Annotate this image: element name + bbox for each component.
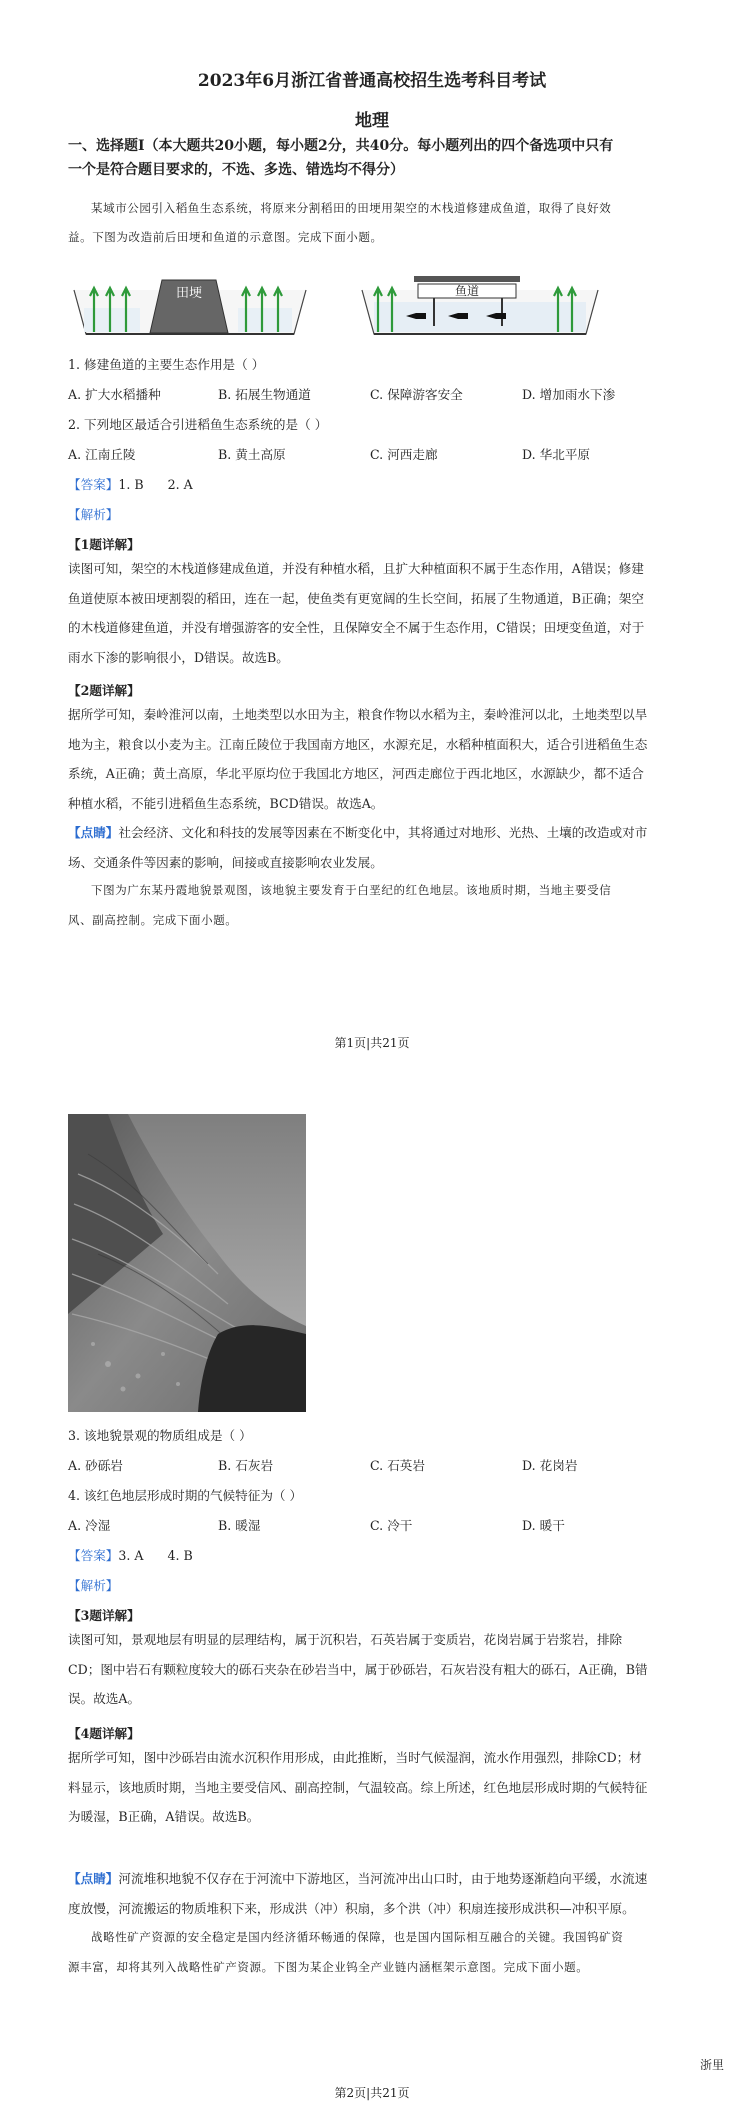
q3-option-d: D. 花岗岩: [522, 1458, 578, 1473]
q4-option-c: C. 冷干: [370, 1518, 413, 1533]
q4-option-d: D. 暖干: [522, 1518, 565, 1533]
q2-option-a: A. 江南丘陵: [68, 447, 136, 462]
ridge-channel-figure: [66, 266, 606, 346]
q1-option-c: C. 保障游客安全: [370, 387, 463, 402]
detail-3-head: 【3题详解】: [68, 1608, 140, 1623]
detail-2-body: 据所学可知，秦岭淮河以南，土地类型以水田为主，粮食作物以水稻为主，秦岭淮河以北，土地类型以旱 地为主，粮食以小麦为主。江南丘陵位于我国南方地区，水源充足，水稻种植面积大，适合引进稻鱼生态 系统，A正确；黄土高原，华北平原均位于我国北方地区，河西走廊位于西北地区，水源缺少，都不适合 种植水稻，不能引进稻鱼生态系统，BCD错误。故选A。: [68, 707, 648, 811]
answer-1-2: 【答案】1. B 2. A: [68, 477, 193, 492]
q2-option-d: D. 华北平原: [522, 447, 591, 462]
q3-option-c: C. 石英岩: [370, 1458, 425, 1473]
q1-option-d: D. 增加雨水下渗: [522, 387, 616, 402]
section-heading: 一、选择题Ⅰ（本大题共20小题，每小题2分，共40分。每小题列出的四个备选项中只有 一个是符合题目要求的，不选、多选、错选均不得分）: [68, 138, 614, 178]
danxia-landform-photo: [68, 1114, 306, 1412]
intro-paragraph-2: 下图为广东某丹霞地貌景观图，该地貌主要发育于白垩纪的红色地层。该地质时期，当地主要受信 风、副高控制。完成下面小题。: [68, 883, 612, 927]
tip-2: 【点睛】河流堆积地貌不仅存在于河流中下游地区，当河流冲出山口时，由于地势逐渐趋向平缓，水流速 度放慢，河流搬运的物质堆积下来，形成洪（冲）积扇，多个洪（冲）积扇连接形成洪积—冲积平原。: [68, 1871, 648, 1916]
analysis-tag-2: 【解析】: [68, 1578, 119, 1593]
question-1: 1. 修建鱼道的主要生态作用是（ ）: [68, 357, 265, 372]
question-3: 3. 该地貌景观的物质组成是（ ）: [68, 1428, 252, 1443]
detail-3-body: 读图可知，景观地层有明显的层理结构，属于沉积岩，石英岩属于变质岩，花岗岩属于岩浆岩，排除 CD；图中岩石有颗粒度较大的砾石夹杂在砂岩当中，属于砂砾岩，石灰岩没有粗大的砾石，A正确，B错 误。故选A。: [68, 1632, 648, 1706]
intro-paragraph-3: 战略性矿产资源的安全稳定是国内经济循环畅通的保障，也是国内国际相互融合的关键。我国钨矿资 源丰富，却将其列入战略性矿产资源。下图为某企业钨全产业链内涵框架示意图。完成下面小题。: [68, 1930, 624, 1974]
page-footer-1: 第1页|共21页: [334, 1036, 410, 1050]
detail-1-head: 【1题详解】: [68, 537, 140, 552]
q1-option-a: A. 扩大水稻播种: [68, 387, 161, 402]
question-4: 4. 该红色地层形成时期的气候特征为（ ）: [68, 1488, 303, 1503]
question-2: 2. 下列地区最适合引进稻鱼生态系统的是（ ）: [68, 417, 328, 432]
detail-2-head: 【2题详解】: [68, 683, 140, 698]
detail-4-body: 据所学可知，图中沙砾岩由流水沉积作用形成，由此推断，当时气候湿润，流水作用强烈，排除CD；材 料显示，该地质时期，当地主要受信风、副高控制，气温较高。综上所述，红色地层形成时期的气候特征 为暖湿，B正确，A错误。故选B。: [68, 1750, 648, 1824]
exam-title: 2023年6月浙江省普通高校招生选考科目考试: [197, 71, 547, 91]
detail-4-head: 【4题详解】: [68, 1726, 140, 1741]
page-footer-2: 第2页|共21页: [334, 2086, 410, 2100]
intro-paragraph-1: 某域市公园引入稻鱼生态系统，将原来分割稻田的田埂用架空的木栈道修建成鱼道，取得了良好效 益。下图为改造前后田埂和鱼道的示意图。完成下面小题。: [68, 201, 612, 244]
page-2: [0, 1080, 744, 2104]
analysis-tag-1: 【解析】: [68, 507, 119, 522]
q2-option-c: C. 河西走廊: [370, 447, 438, 462]
right-paddy-panel: [362, 276, 598, 334]
left-paddy-panel: [74, 280, 306, 334]
right-panel-label: 鱼道: [454, 284, 480, 298]
tip-1: 【点睛】社会经济、文化和科技的发展等因素在不断变化中，其将通过对地形、光热、土壤的改造或对市 场、交通条件等因素的影响，间接或直接影响农业发展。: [68, 825, 648, 870]
q2-option-b: B. 黄土高原: [218, 447, 286, 462]
left-panel-label: 田埂: [175, 286, 203, 301]
q4-option-a: A. 冷湿: [68, 1518, 111, 1533]
subject-title: 地理: [355, 111, 389, 131]
detail-1-body: 读图可知，架空的木栈道修建成鱼道，并没有种植水稻，且扩大种植面积不属于生态作用，A错误；修建 鱼道使原本被田埂割裂的稻田，连在一起，使鱼类有更宽阔的生长空间，拓展了生物通道，B正确；架空 的木栈道修建鱼道，并没有增强游客的安全性，且保障安全不属于生态作用，C错误；田埂变鱼道，对于 雨水下渗的影响很小，D错误。故选B。: [68, 561, 645, 665]
q1-option-b: B. 拓展生物通道: [218, 387, 311, 402]
side-mark: 浙里: [700, 2058, 725, 2072]
q4-option-b: B. 暖湿: [218, 1518, 261, 1533]
q3-option-a: A. 砂砾岩: [68, 1458, 123, 1473]
q3-option-b: B. 石灰岩: [218, 1458, 274, 1473]
answer-3-4: 【答案】3. A 4. B: [68, 1548, 193, 1563]
